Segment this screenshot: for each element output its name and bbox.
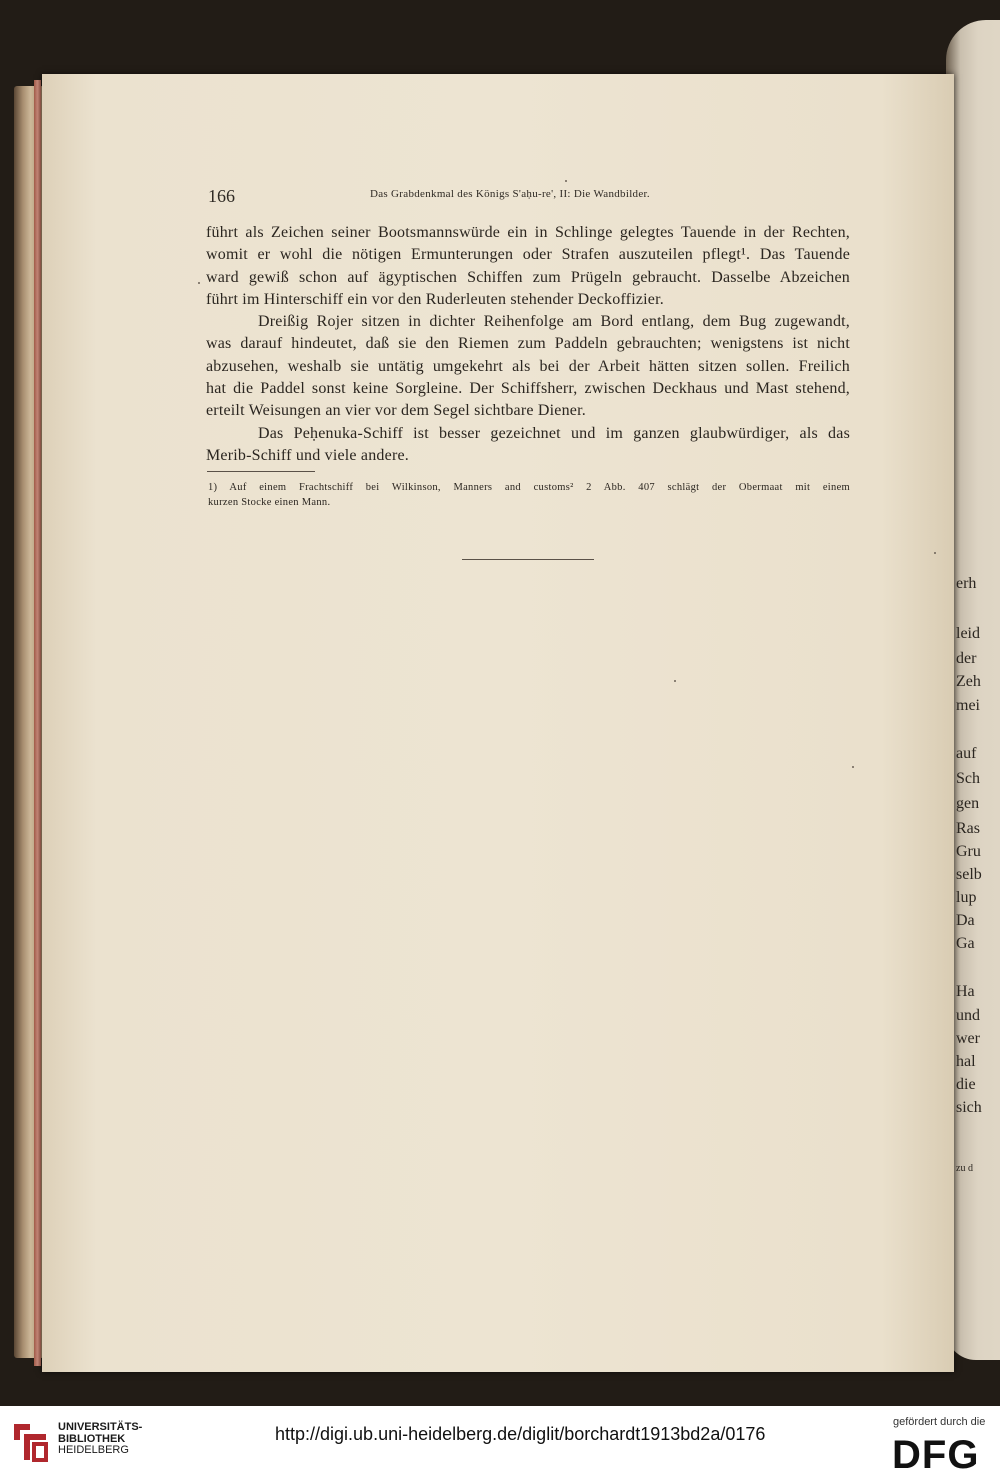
facing-page-fragment: zu d — [956, 1163, 973, 1174]
logo-line: HEIDELBERG — [58, 1444, 129, 1456]
footnote-line: kurzen Stocke einen Mann. — [208, 497, 331, 508]
text-line: Dreißig Rojer sitzen in dichter Reihenfolge am Bord entlang, dem Bug zugewandt, — [258, 313, 850, 331]
facing-page-fragment: Gru — [956, 843, 981, 860]
section-end-rule — [462, 559, 594, 560]
facing-page-fragment: leid — [956, 625, 980, 642]
facing-page-fragment: erh — [956, 575, 977, 592]
facing-page-fragment: Ha — [956, 983, 975, 1000]
facing-page-fragment: selb — [956, 866, 982, 883]
red-page-edge — [34, 80, 41, 1366]
paper-speck — [198, 282, 200, 284]
text-line: was darauf hindeutet, daß sie den Riemen zum Paddeln gebrauchten; wenigstens ist nicht — [206, 335, 850, 353]
sponsor-label: gefördert durch die — [893, 1416, 986, 1428]
facing-page-fragment: Sch — [956, 770, 980, 787]
text-line: Merib-Schiff und viele andere. — [206, 446, 409, 464]
paper-speck — [565, 180, 567, 182]
facing-page-fragment: mei — [956, 697, 980, 714]
running-head — [208, 188, 852, 212]
facing-page-fragment: lup — [956, 889, 977, 906]
facing-page-fragment: Ras — [956, 820, 980, 837]
text-line: womit er wohl die nötigen Ermunterungen oder Strafen auszuteilen pflegt¹. Das Tauende — [206, 246, 850, 264]
facing-page-fragment: sich — [956, 1099, 982, 1116]
facing-page-fragment: wer — [956, 1030, 980, 1047]
footnote-line: 1) Auf einem Frachtschiff bei Wilkinson, Manners and customs² 2 Abb. 407 schlägt der Obermaat mit einem — [208, 482, 850, 493]
logo-line: BIBLIOTHEK — [58, 1432, 126, 1445]
facing-page-fragment: der — [956, 650, 977, 667]
paper-speck — [674, 680, 676, 682]
university-library-name[interactable] — [58, 1422, 142, 1457]
footnote-rule — [207, 471, 315, 472]
facing-page-fragment: hal — [956, 1053, 976, 1070]
university-library-logo-icon[interactable] — [10, 1420, 50, 1464]
logo-line: UNIVERSITÄTS- — [58, 1421, 143, 1433]
text-line: führt als Zeichen seiner Bootsmannswürde ein in Schlinge gelegtes Tauende in der Rechten, — [206, 224, 850, 241]
text-line: Das Peḥenuka-Schiff ist besser gezeichnet und im ganzen glaubwürdiger, als das — [258, 424, 850, 442]
permalink-url[interactable]: http://digi.ub.uni-heidelberg.de/diglit/borchardt1913bd2a/0176 — [275, 1424, 766, 1444]
paper-speck — [852, 766, 854, 768]
text-line: ward gewiß schon auf ägyptischen Schiffen zum Prügeln gebraucht. Dasselbe Abzeichen — [206, 268, 850, 286]
text-line: erteilt Weisungen an vier vor dem Segel sichtbare Diener. — [206, 402, 586, 420]
running-head-title: Das Grabdenkmal des Königs S'aḥu-re', II: Die Wandbilder. — [370, 188, 650, 200]
facing-page-fragment: und — [956, 1007, 980, 1024]
facing-page-fragment: Da — [956, 912, 975, 929]
facing-page-fragment: die — [956, 1076, 976, 1093]
facing-page-fragment: Zeh — [956, 673, 981, 690]
text-line: abzusehen, weshalb sie untätig umgekehrt als bei der Arbeit hätten sitzen sollen. Freilich — [206, 357, 850, 375]
facing-page-fragment: auf — [956, 745, 977, 762]
facing-page-fragment: Ga — [956, 935, 975, 952]
footnote — [208, 480, 850, 510]
text-line: hat die Paddel sonst keine Sorgleine. Der Schiffsherr, zwischen Deckhaus und Mast stehend, — [206, 380, 850, 398]
page-number: 166 — [208, 186, 235, 206]
body-text — [206, 222, 850, 467]
footer-bar — [0, 1406, 1000, 1481]
text-line: führt im Hinterschiff ein vor den Ruderleuten stehender Deckoffizier. — [206, 290, 664, 308]
paper-speck — [934, 552, 936, 554]
facing-page-fragment: gen — [956, 795, 980, 812]
dfg-logo-icon[interactable]: DFG — [892, 1433, 980, 1477]
